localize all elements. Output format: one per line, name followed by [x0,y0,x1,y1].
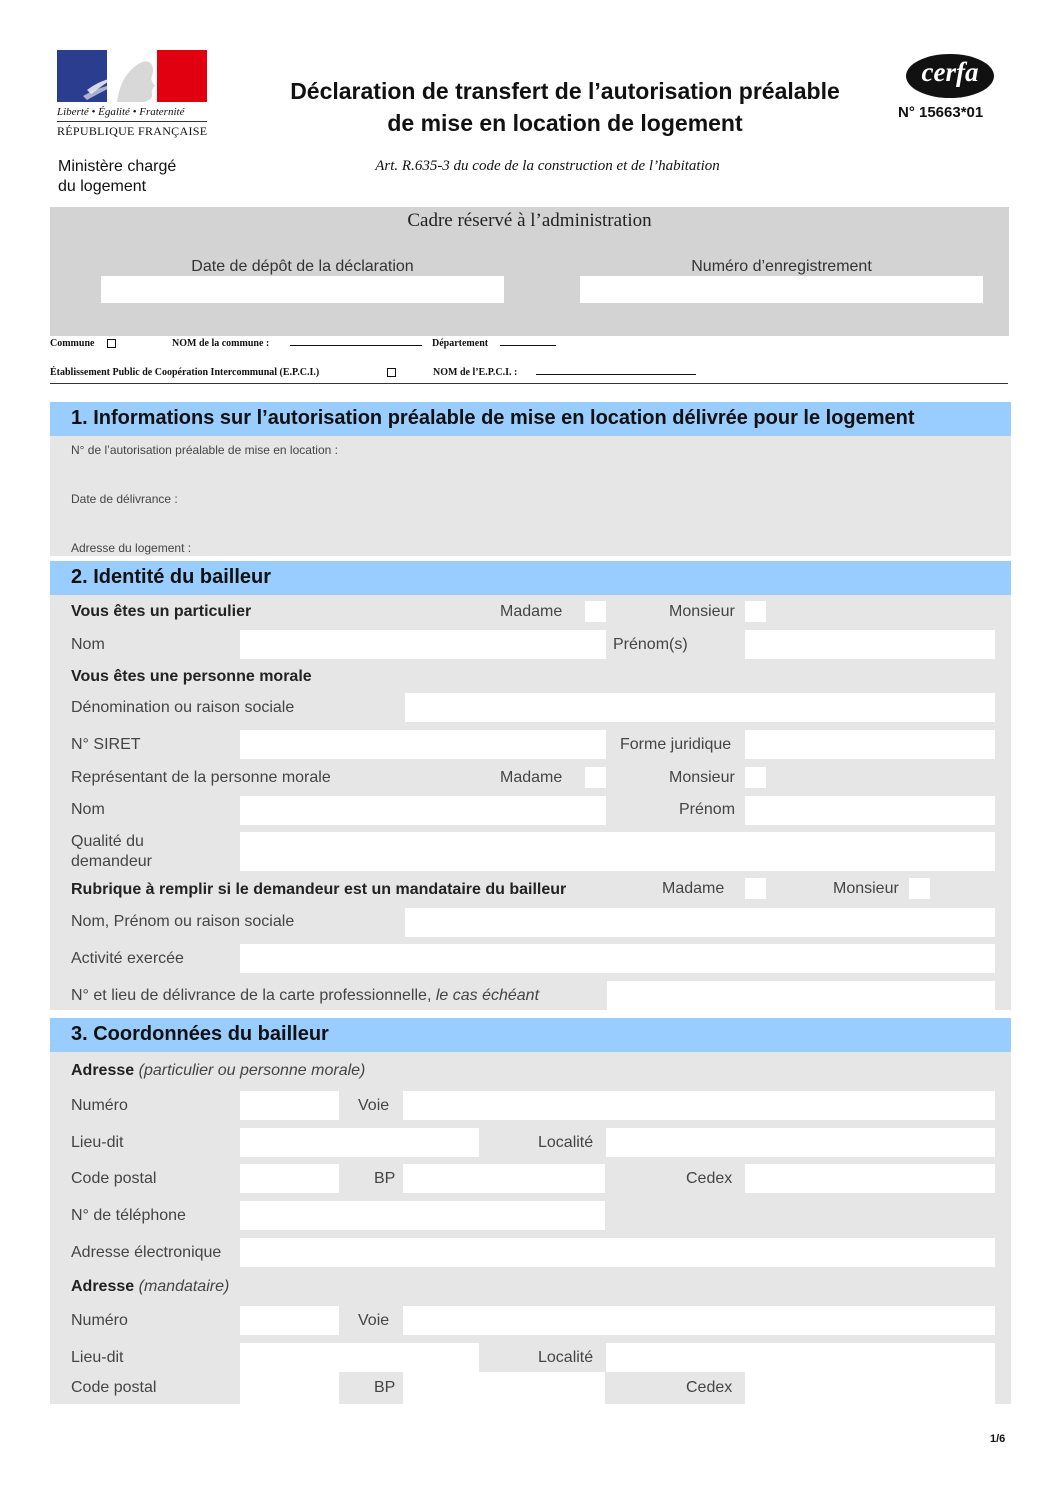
individual-monsieur-checkbox[interactable] [745,601,766,622]
admin-bottom-rule [50,383,1008,384]
forme-juridique-label: Forme juridique [620,736,732,753]
mandataire-lieu-dit-field[interactable] [240,1343,479,1372]
owner-bp-label: BP [374,1170,396,1187]
owner-localite-label: Localité [538,1134,594,1151]
mandataire-code-postal-label: Code postal [71,1379,157,1396]
legal-reference: Art. R.635-3 du code de la construction et de l’habitation [375,158,720,174]
authorization-number-label: N° de l’autorisation préalable de mise en location : [71,443,338,457]
owner-code-postal-label: Code postal [71,1170,157,1187]
mandataire-madame-checkbox[interactable] [745,878,766,899]
epci-name-line[interactable] [536,374,696,375]
delivery-date-label: Date de délivrance : [71,492,178,506]
section-1-header [50,402,1011,436]
housing-address-label: Adresse du logement : [71,541,192,555]
individual-prenoms-field[interactable] [745,630,995,659]
representative-madame-checkbox[interactable] [585,767,606,788]
representative-prenom-label: Prénom [679,801,736,818]
owner-telephone-field[interactable] [240,1201,605,1230]
owner-email-label: Adresse électronique [71,1244,222,1261]
departement-label: Département [432,338,489,349]
republic-motto: Liberté • Égalité • Fraternité [57,106,185,118]
owner-address-label: Adresse [71,1062,135,1079]
owner-voie-label: Voie [358,1097,390,1114]
mandataire-localite-label: Localité [538,1349,594,1366]
mandataire-lieu-dit-label: Lieu-dit [71,1349,124,1366]
representative-monsieur-checkbox[interactable] [745,767,766,788]
page-number: 1/6 [990,1433,1006,1445]
commune-name-label: NOM de la commune : [172,338,270,349]
mandataire-nom-label: Nom, Prénom ou raison sociale [71,913,295,930]
siret-field[interactable] [240,730,606,759]
owner-lieu-dit-field[interactable] [240,1128,479,1157]
mandataire-address-label: Adresse [71,1278,135,1295]
individual-prenoms-label: Prénom(s) [613,636,688,653]
owner-address-heading [71,1062,365,1080]
mandataire-monsieur-checkbox[interactable] [909,878,930,899]
mandataire-address-heading [71,1278,229,1296]
page-title-line-1: Déclaration de transfert de l’autorisation préalable [290,78,840,104]
section-1-title: 1. Informations sur l’autorisation préalable de mise en location délivrée pour le logement [71,407,915,429]
mandataire-bp-field[interactable] [403,1372,605,1404]
denomination-label: Dénomination ou raison sociale [71,699,295,716]
marianne-flag-icon [57,50,207,102]
carte-pro-field[interactable] [607,981,995,1010]
mandataire-nom-field[interactable] [405,908,995,937]
representative-nom-field[interactable] [240,796,606,825]
marianne-logo [57,50,207,102]
owner-numero-label: Numéro [71,1097,128,1114]
owner-telephone-label: N° de téléphone [71,1207,186,1224]
representative-label: Représentant de la personne morale [71,769,331,786]
ministry-line-1: Ministère chargé [58,158,177,175]
cerfa-logo [905,53,995,99]
mandataire-cedex-field[interactable] [745,1372,995,1404]
registration-number-label: Numéro d’enregistrement [691,258,872,275]
mandataire-cedex-label: Cedex [686,1379,733,1396]
mandataire-monsieur-label: Monsieur [833,880,899,897]
section-3-header [50,1018,1011,1052]
epci-label: Établissement Public de Coopération Intercommunal (E.P.C.I.) [50,367,320,378]
qualite-label-line-2: demandeur [71,853,152,870]
owner-address-qualifier: (particulier ou personne morale) [138,1062,366,1079]
page-title-line-2: de mise en location de logement [387,110,743,136]
mandataire-code-postal-field[interactable] [240,1372,339,1404]
legal-entity-label: Vous êtes une personne morale [71,668,312,685]
section-2-title: 2. Identité du bailleur [71,566,272,588]
owner-numero-field[interactable] [240,1091,339,1120]
owner-cedex-label: Cedex [686,1170,733,1187]
owner-code-postal-field[interactable] [240,1164,339,1193]
section-3-title: 3. Coordonnées du bailleur [71,1023,329,1045]
mandataire-numero-label: Numéro [71,1312,128,1329]
cerfa-logo-text: cerfa [921,57,979,87]
qualite-label-line-1: Qualité du [71,833,144,850]
commune-checkbox[interactable] [107,339,116,348]
representative-monsieur-label: Monsieur [669,769,735,786]
deposit-date-field[interactable] [101,276,504,303]
cerfa-number: N° 15663*01 [898,104,984,121]
individual-label: Vous êtes un particulier [71,603,252,620]
mandataire-address-qualifier: (mandataire) [138,1278,230,1295]
owner-bp-field[interactable] [403,1164,605,1193]
representative-madame-label: Madame [500,769,563,786]
forme-juridique-field[interactable] [745,730,995,759]
section-2-header [50,561,1011,595]
mandataire-voie-label: Voie [358,1312,390,1329]
mandataire-localite-field[interactable] [606,1343,995,1372]
epci-checkbox[interactable] [387,368,396,377]
commune-name-line[interactable] [290,345,422,346]
commune-row [50,338,116,349]
individual-madame-label: Madame [500,603,563,620]
mandataire-numero-field[interactable] [240,1306,339,1335]
mandataire-madame-label: Madame [662,880,725,897]
mandataire-voie-field[interactable] [403,1306,995,1335]
departement-line[interactable] [500,345,556,346]
logo-divider [57,121,207,122]
siret-label: N° SIRET [71,736,141,753]
republic-name: RÉPUBLIQUE FRANÇAISE [57,124,208,138]
denomination-field[interactable] [405,693,995,722]
individual-madame-checkbox[interactable] [585,601,606,622]
admin-panel-title: Cadre réservé à l’administration [407,210,652,231]
registration-number-field[interactable] [580,276,983,303]
epci-name-label: NOM de l’E.P.C.I. : [433,367,518,378]
deposit-date-label: Date de dépôt de la déclaration [191,258,414,275]
mandataire-bp-label: BP [374,1379,396,1396]
qualite-field[interactable] [240,832,995,871]
owner-lieu-dit-label: Lieu-dit [71,1134,124,1151]
owner-voie-field[interactable] [403,1091,995,1120]
owner-cedex-field[interactable] [745,1164,995,1193]
activite-field[interactable] [240,944,995,973]
individual-nom-field[interactable] [240,630,606,659]
owner-localite-field[interactable] [606,1128,995,1157]
representative-prenom-field[interactable] [745,796,995,825]
representative-nom-label: Nom [71,801,105,818]
carte-pro-italic: le cas échéant [435,987,540,1004]
mandataire-label: Rubrique à remplir si le demandeur est un mandataire du bailleur [71,881,567,898]
individual-monsieur-label: Monsieur [669,603,735,620]
carte-pro-text: N° et lieu de délivrance de la carte professionnelle, [71,987,432,1004]
activite-label: Activité exercée [71,950,184,967]
individual-nom-label: Nom [71,636,105,653]
carte-pro-label [71,987,539,1005]
owner-email-field[interactable] [240,1238,995,1267]
ministry-line-2: du logement [58,178,147,195]
commune-label: Commune [50,338,95,349]
